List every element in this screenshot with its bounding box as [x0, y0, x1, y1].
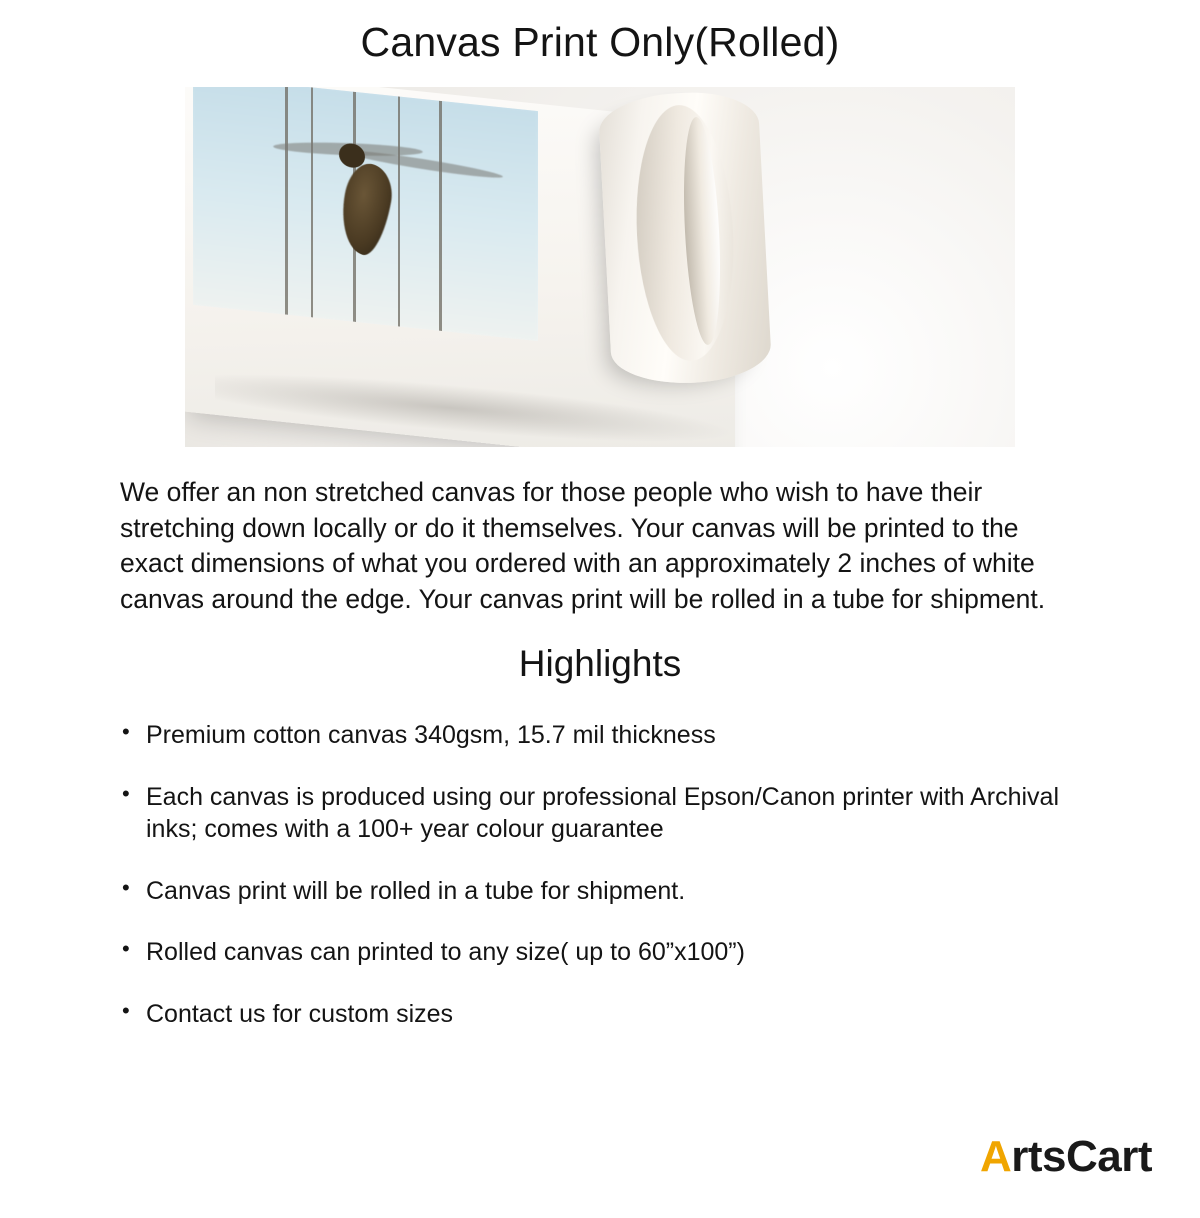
list-item: • Premium cotton canvas 340gsm, 15.7 mil thickness — [120, 719, 1090, 752]
reed-stem-icon — [285, 87, 288, 315]
highlights-heading: Highlights — [518, 643, 682, 685]
list-item: • Each canvas is produced using our professional Epson/Canon printer with Archival inks; comes with a 100+ year colour guarantee — [120, 781, 1090, 846]
product-info-page — [0, 18, 1200, 1218]
page-title: Canvas Print Only(Rolled) — [360, 19, 840, 65]
logo-mark: A — [979, 1132, 1012, 1181]
reed-stem-icon — [398, 97, 400, 327]
list-item: • Contact us for custom sizes — [120, 998, 1090, 1031]
product-description: We offer an non stretched canvas for those people who wish to have their stretching down locally or do it themselves. Your canvas will be printed to the exact dimensions of what you ordered with an approximately 2 inches of white canvas around the edge. Your canvas print will be rolled in a tube for shipment. — [120, 477, 1046, 614]
product-image-container — [185, 87, 1015, 447]
list-item: • Canvas print will be rolled in a tube for shipment. — [120, 875, 1090, 908]
rolled-canvas-photo — [185, 87, 1015, 447]
highlights-list — [0, 719, 1200, 1030]
list-item: • Rolled canvas can printed to any size( up to 60”x100”) — [120, 936, 1090, 969]
printed-image-area — [193, 87, 538, 341]
logo-text: rtsCart — [1011, 1132, 1152, 1181]
artscart-logo — [980, 1132, 1152, 1182]
reed-stem-icon — [439, 101, 442, 331]
reed-stem-icon — [311, 87, 313, 317]
